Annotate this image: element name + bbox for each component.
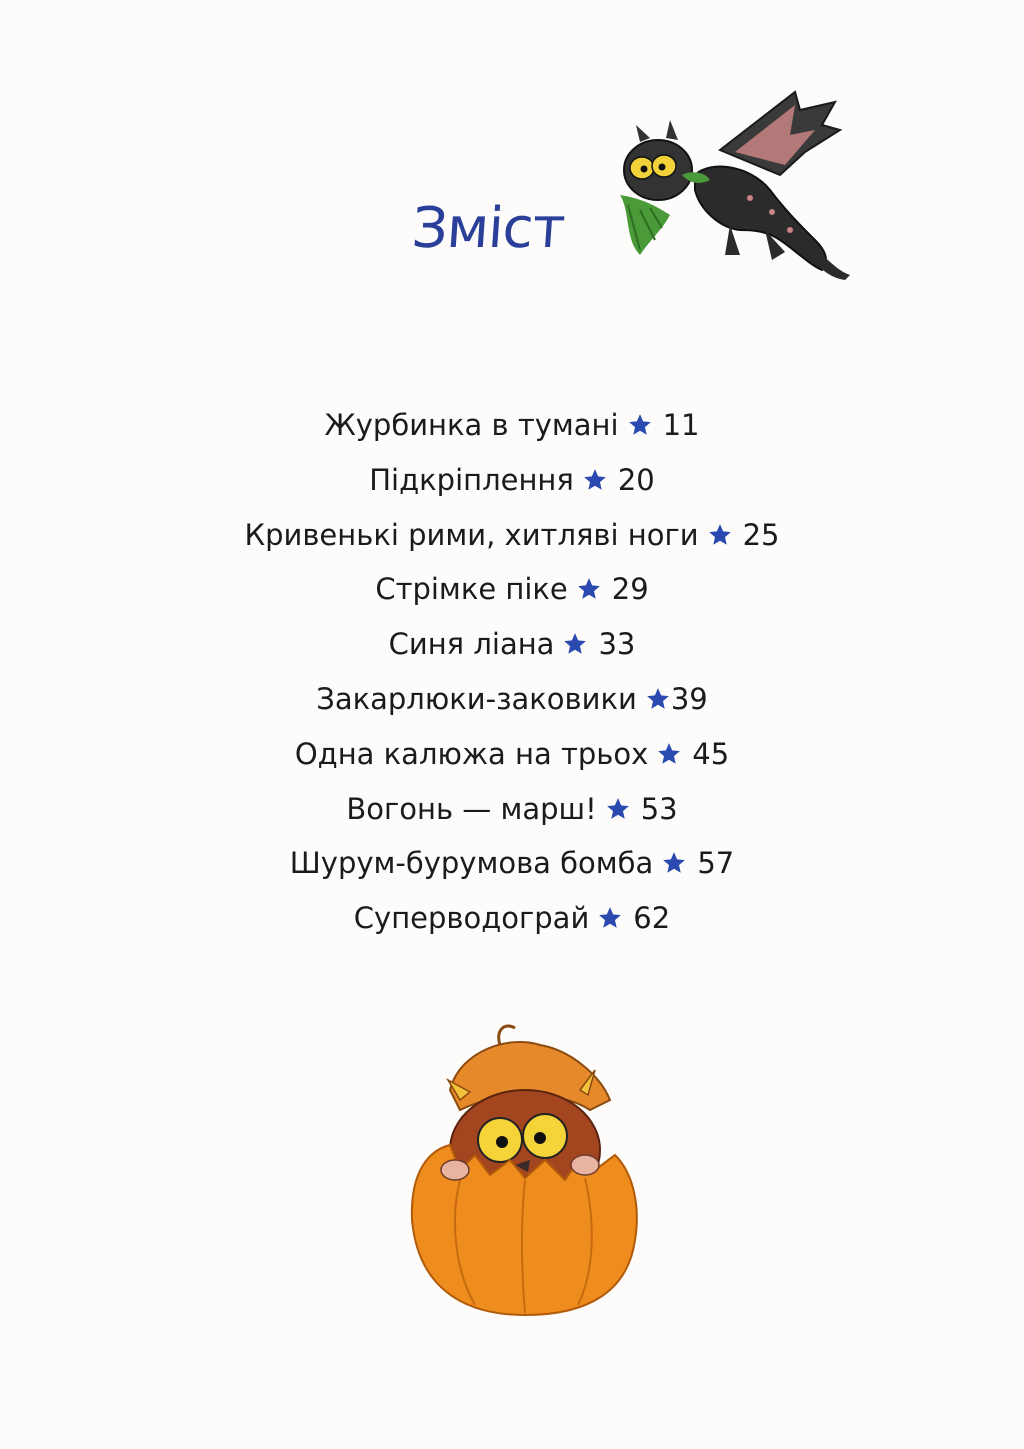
toc-entry[interactable] bbox=[0, 508, 1024, 563]
toc-entry[interactable] bbox=[0, 672, 1024, 727]
chapter-title: Шурум-бурумова бомба bbox=[289, 846, 654, 881]
chapter-title: Кривенькі рими, хитляві ноги bbox=[244, 517, 699, 552]
toc-entry[interactable] bbox=[0, 836, 1024, 891]
chapter-title: Суперводограй bbox=[353, 901, 590, 936]
star-icon bbox=[627, 412, 653, 438]
star-icon bbox=[562, 631, 588, 657]
toc-entry[interactable] bbox=[0, 562, 1024, 617]
page-number: 20 bbox=[617, 462, 655, 497]
chapter-title: Стрімке піке bbox=[375, 572, 568, 607]
star-icon bbox=[597, 905, 623, 931]
page-number: 25 bbox=[742, 517, 780, 552]
chapter-title: Журбинка в тумані bbox=[324, 408, 619, 442]
star-icon bbox=[661, 850, 687, 876]
star-icon bbox=[582, 467, 608, 493]
toc-entry[interactable] bbox=[0, 727, 1024, 782]
star-icon bbox=[645, 686, 671, 712]
page-number: 53 bbox=[640, 791, 678, 826]
table-of-contents bbox=[0, 398, 1024, 946]
toc-entry[interactable] bbox=[0, 398, 1024, 453]
star-icon bbox=[605, 796, 631, 822]
chapter-title: Закарлюки-заковики bbox=[316, 681, 637, 716]
page-number: 39 bbox=[670, 681, 708, 716]
page-number: 33 bbox=[598, 627, 636, 662]
chapter-title: Одна калюжа на трьох bbox=[294, 736, 649, 771]
star-icon bbox=[707, 522, 733, 548]
page-number: 45 bbox=[692, 736, 730, 771]
toc-entry[interactable] bbox=[0, 453, 1024, 508]
chapter-title: Вогонь — марш! bbox=[346, 791, 597, 826]
chapter-title: Синя ліана bbox=[388, 627, 555, 662]
dragon-illustration bbox=[600, 80, 870, 300]
toc-entry[interactable] bbox=[0, 891, 1024, 946]
toc-entry[interactable] bbox=[0, 782, 1024, 837]
page-number: 62 bbox=[633, 901, 671, 936]
star-icon bbox=[656, 741, 682, 767]
page-number: 11 bbox=[662, 408, 700, 442]
chapter-title: Підкріплення bbox=[369, 462, 574, 497]
toc-entry[interactable] bbox=[0, 617, 1024, 672]
page-number: 57 bbox=[697, 846, 735, 881]
star-icon bbox=[576, 576, 602, 602]
page-number: 29 bbox=[611, 572, 649, 607]
page-title: Зміст bbox=[409, 196, 567, 261]
pumpkin-creature-illustration bbox=[390, 1020, 650, 1320]
